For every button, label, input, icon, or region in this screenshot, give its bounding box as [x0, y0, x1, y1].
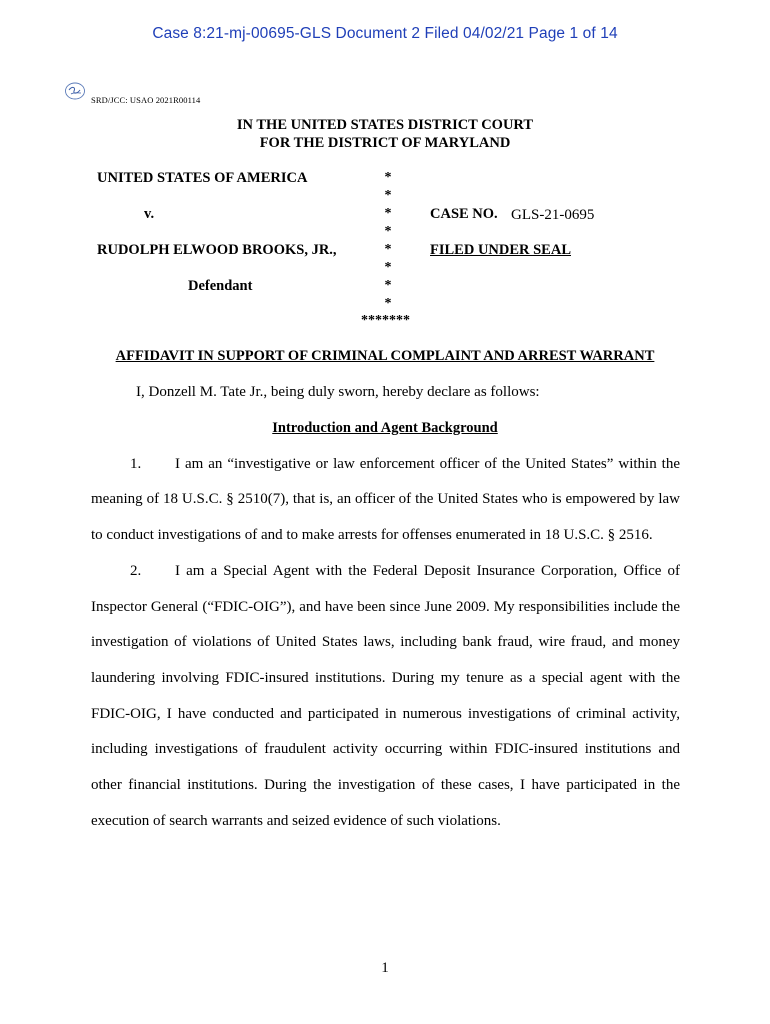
paragraph-line: Inspector General (“FDIC-OIG”), and have been since June 2009. My responsibilities include the [91, 599, 680, 615]
caption-star: * [384, 224, 392, 239]
section-heading: Introduction and Agent Background [272, 420, 498, 436]
caption-star: * [384, 242, 392, 257]
caption-star: * [384, 278, 392, 293]
defendant-name: RUDOLPH ELWOOD BROOKS, JR., [97, 242, 337, 258]
paragraph-line: including investigations of fraudulent activity occurring within FDIC-insured institutions and [91, 741, 680, 757]
caption-star: * [384, 188, 392, 203]
page-number: 1 [381, 960, 389, 976]
paragraph-line: FDIC-OIG, I have conducted and participated in numerous investigations of criminal activity, [91, 706, 680, 722]
sealed-notice: FILED UNDER SEAL [430, 242, 571, 258]
paragraph-line: meaning of 18 U.S.C. § 2510(7), that is, an officer of the United States who is empowered by law [91, 491, 680, 507]
declaration-intro: I, Donzell M. Tate Jr., being duly sworn, hereby declare as follows: [136, 384, 540, 400]
paragraph-line: laundering involving FDIC-insured institutions. During my tenure as a special agent with the [91, 670, 680, 686]
paragraph-line: other financial institutions. During the investigation of these cases, I have participated in the [91, 777, 680, 793]
caption-star: * [384, 260, 392, 275]
paragraph-number: 1. [130, 456, 142, 472]
paragraph-number: 2. [130, 563, 142, 579]
caption-star: * [384, 170, 392, 185]
plaintiff: UNITED STATES OF AMERICA [97, 170, 308, 186]
paragraph-line: I am a Special Agent with the Federal Deposit Insurance Corporation, Office of [175, 563, 680, 579]
office-reference: SRD/JCC: USAO 2021R00114 [91, 95, 201, 105]
filing-header: Case 8:21-mj-00695-GLS Document 2 Filed 04/02/21 Page 1 of 14 [152, 25, 618, 42]
initials-stamp-icon [64, 81, 86, 101]
court-district: FOR THE DISTRICT OF MARYLAND [259, 135, 511, 151]
versus: v. [144, 206, 155, 222]
document-title: AFFIDAVIT IN SUPPORT OF CRIMINAL COMPLAINT AND ARREST WARRANT [115, 348, 655, 364]
defendant-label: Defendant [188, 278, 253, 294]
paragraph-line: to conduct investigations of and to make arrests for offenses enumerated in 18 U.S.C. § 2516. [91, 527, 653, 543]
caption-star: * [384, 296, 392, 311]
case-number-value: GLS-21-0695 [511, 207, 595, 223]
court-name: IN THE UNITED STATES DISTRICT COURT [236, 117, 534, 133]
paragraph-line: investigation of violations of United States laws, including bank fraud, wire fraud, and money [91, 634, 680, 650]
case-number-label: CASE NO. [430, 206, 498, 222]
caption-star: * [384, 206, 392, 221]
paragraph-line: execution of search warrants and seized evidence of such violations. [91, 813, 501, 829]
caption-star-row: ******* [361, 313, 410, 328]
paragraph-line: I am an “investigative or law enforcement officer of the United States” within the [175, 456, 680, 472]
